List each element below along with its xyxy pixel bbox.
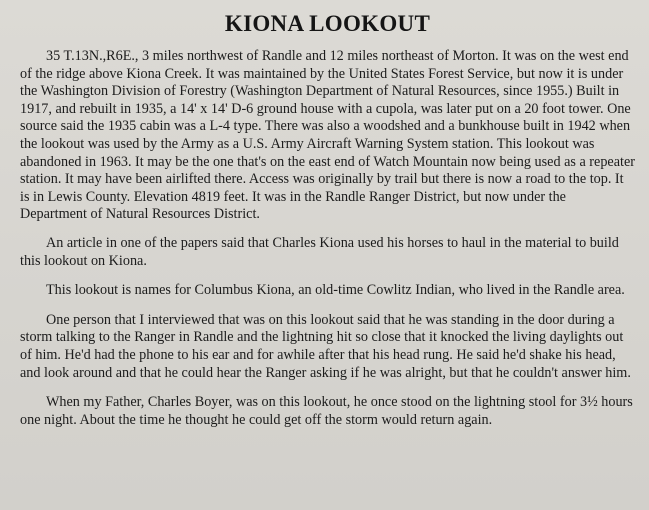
paragraph-father-lightning-stool: When my Father, Charles Boyer, was on this lookout, he once stood on the lightning stool for 3½ hours one night. About the time he thought he could get off the storm would return again. [20,394,633,428]
paragraph-name-origin: This lookout is names for Columbus Kiona, an old-time Cowlitz Indian, who lived in the Randle area. [46,282,625,299]
paragraph-lightning-interview: One person that I interviewed that was on this lookout said that he was standing in the door during a storm talking to the Ranger in Randle and the lightning hit so close that it knocked the living daylights out of him. He'd had the phone to his ear and for awhile after that his head rung. He said he'd shake his head, and look around and that he could hear the Ranger asking if he was alright, but that he couldn't answer him. [20,311,631,381]
paragraph-charles-kiona-horses: An article in one of the papers said that Charles Kiona used his horses to haul in the material to build this lookout on Kiona. [20,234,619,269]
paragraph-location-history: 35 T.13N.,R6E., 3 miles northwest of Randle and 12 miles northeast of Morton. It was on the west end of the ridge above Kiona Creek. It was maintained by the United States Forest Service, but now it is under the Washington Division of Forestry (Washington Department of Natural Resources, since 1955.) Built in 1917, and rebuilt in 1935, a 14' x 14' D-6 ground house with a cupola, was later put on a 20 foot tower. One source said the 1935 cabin was a L-4 type. There was also a woodshed and a bunkhouse built in 1942 when the lookout was used by the Army as a U.S. Army Aircraft Warning System station. This lookout was abandoned in 1963. It may be the one that's on the east end of Watch Mountain now being used as a repeater station. It may have been airlifted there. Access was originally by trail but there is now a road to the top. It is in Lewis County. Elevation 4819 feet. It was in the Randle Ranger District, but now under the Department of Natural Resources District. [20,48,635,223]
document-title: KIONA LOOKOUT [224,11,431,36]
